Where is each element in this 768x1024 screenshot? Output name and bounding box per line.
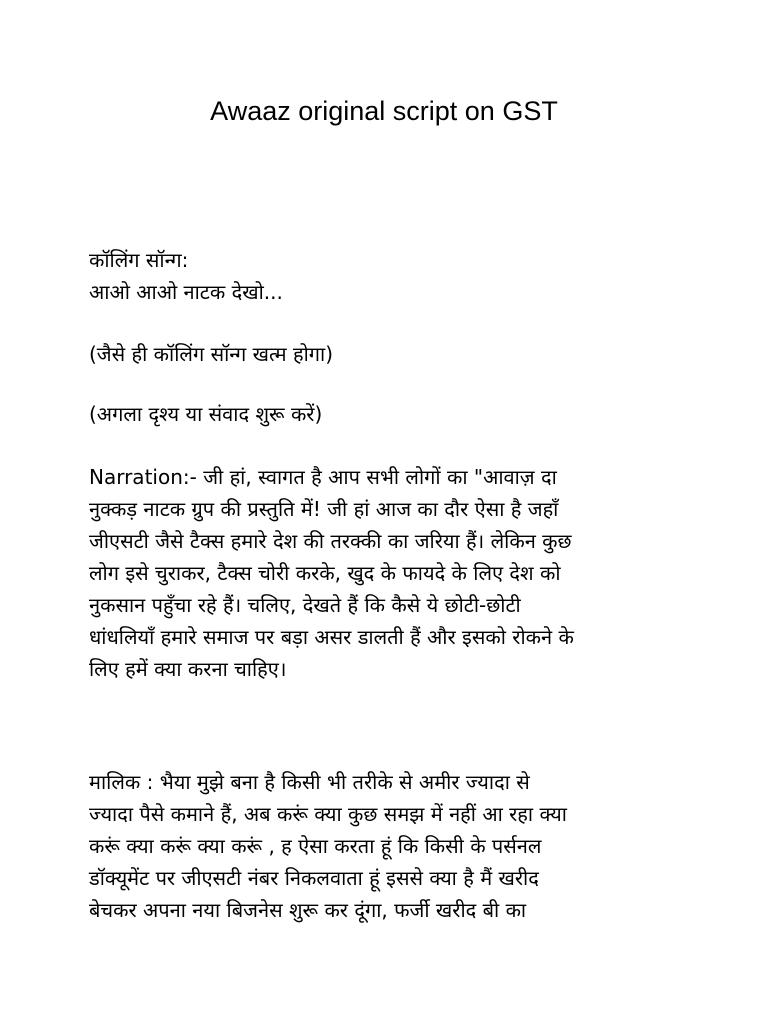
- dialogue-line: बेचकर अपना नया बिजनेस शुरू कर दूंगा, फर्जी खरीद बी का: [89, 898, 527, 922]
- narration-line: जीएसटी जैसे टैक्स हमारे देश की तरक्की का जरिया हैं। लेकिन कुछ: [89, 529, 572, 553]
- narration-line: धांधलियाँ हमारे समाज पर बड़ा असर डालती हैं और इसको रोकने के: [89, 625, 574, 649]
- calling-song-label: कॉलिंग सॉन्ग:: [89, 248, 189, 272]
- narration-paragraph: [89, 461, 679, 685]
- narration-line: नुकसान पहुँचा रहे हैं। चलिए, देखते हैं कि कैसे ये छोटी-छोटी: [89, 593, 521, 617]
- calling-song-section: [89, 244, 679, 308]
- narration-line: लोग इसे चुराकर, टैक्स चोरी करके, खुद के फायदे के लिए देश को: [89, 561, 561, 585]
- stage-direction-1: [89, 338, 679, 370]
- stage-direction-text: (अगला दृश्य या संवाद शुरू करें): [89, 402, 323, 426]
- narration-line: नुक्कड़ नाटक ग्रुप की प्रस्तुति में! जी हां आज का दौर ऐसा है जहाँ: [89, 497, 559, 521]
- narration-line: Narration:- जी हां, स्वागत है आप सभी लोगों का "आवाज़ दा: [89, 465, 557, 489]
- narration-line: लिए हमें क्या करना चाहिए।: [89, 657, 287, 681]
- stage-direction-text: (जैसे ही कॉलिंग सॉन्ग खत्म होगा): [89, 342, 333, 366]
- document-title: Awaaz original script on GST: [210, 96, 558, 126]
- dialogue-line: मालिक : भैया मुझे बना है किसी भी तरीके से अमीर ज्यादा से: [89, 770, 530, 794]
- malik-dialogue: [89, 766, 679, 926]
- dialogue-line: डॉक्यूमेंट पर जीएसटी नंबर निकलवाता हूं इससे क्या है मैं खरीद: [89, 866, 539, 890]
- dialogue-line: करूं क्या करूं क्या करूं , ह ऐसा करता हूं कि किसी के पर्सनल: [89, 834, 542, 858]
- stage-direction-2: [89, 398, 679, 430]
- calling-song-lyric: आओ आओ नाटक देखो...: [89, 280, 283, 304]
- dialogue-line: ज्यादा पैसे कमाने हैं, अब करूं क्या कुछ समझ में नहीं आ रहा क्या: [89, 802, 567, 826]
